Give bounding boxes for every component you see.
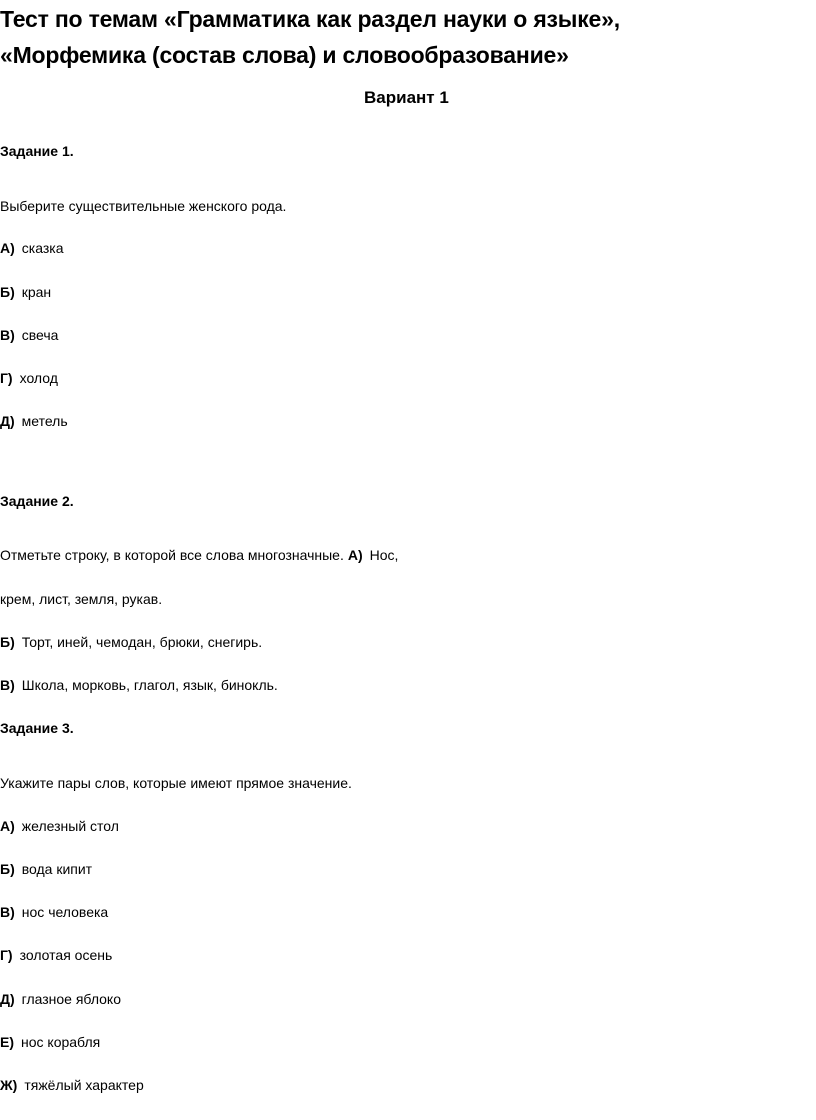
option-text: вода кипит — [21, 861, 93, 877]
option-letter: Б) — [0, 634, 15, 650]
option-letter: Ж) — [0, 1077, 18, 1093]
task-1-option-d — [0, 412, 68, 430]
option-text: кран — [21, 284, 52, 300]
option-text: тяжёлый характер — [24, 1077, 144, 1093]
task-3-option-a — [0, 817, 119, 835]
task-2-prompt-line — [0, 546, 398, 564]
option-letter: В) — [0, 327, 15, 343]
option-text: Нос, — [369, 547, 399, 563]
option-text: золотая осень — [19, 947, 113, 963]
option-letter: Д) — [0, 991, 15, 1007]
option-letter: Б) — [0, 284, 15, 300]
option-letter: А) — [0, 818, 15, 834]
option-text: холод — [19, 370, 58, 386]
variant-heading: Вариант 1 — [364, 88, 449, 107]
option-letter: Г) — [0, 370, 13, 386]
task-1-prompt: Выберите существительные женского рода. — [0, 198, 287, 214]
task-2-option-b — [0, 633, 262, 651]
task-1-option-v — [0, 326, 58, 344]
option-letter: А) — [0, 240, 15, 256]
task-3-heading: Задание 3. — [0, 720, 74, 736]
task-3-prompt: Укажите пары слов, которые имеют прямое значение. — [0, 775, 352, 791]
task-2-heading: Задание 2. — [0, 493, 74, 509]
option-text: глазное яблоко — [21, 991, 122, 1007]
task-3-option-e — [0, 1033, 100, 1051]
option-text: метель — [21, 413, 68, 429]
document-title-line-1: Тест по темам «Грамматика как раздел науки о языке», — [0, 6, 620, 32]
option-text: нос корабля — [21, 1034, 101, 1050]
option-letter: Б) — [0, 861, 15, 877]
option-letter: Г) — [0, 947, 13, 963]
document-title-line-2: «Морфемика (состав слова) и словообразование» — [0, 42, 569, 68]
task-2-prompt: Отметьте строку, в которой все слова многозначные. — [0, 547, 344, 563]
task-1-option-g — [0, 369, 58, 387]
task-1-option-a — [0, 239, 63, 257]
option-text: Школа, морковь, глагол, язык, бинокль. — [21, 677, 278, 693]
task-2-option-v — [0, 676, 278, 694]
option-letter: Е) — [0, 1034, 14, 1050]
option-letter: В) — [0, 904, 15, 920]
option-text: свеча — [21, 327, 59, 343]
option-letter: В) — [0, 677, 15, 693]
task-3-option-d — [0, 990, 121, 1008]
option-text: нос человека — [21, 904, 109, 920]
option-letter: Д) — [0, 413, 15, 429]
task-3-option-v — [0, 903, 108, 921]
task-1-option-b — [0, 283, 51, 301]
option-text: сказка — [21, 240, 64, 256]
task-2-option-a-continuation: крем, лист, земля, рукав. — [0, 591, 163, 607]
option-text: Торт, иней, чемодан, брюки, снегирь. — [21, 634, 263, 650]
task-3-option-g — [0, 946, 112, 964]
task-1-heading: Задание 1. — [0, 143, 74, 159]
option-letter: А) — [347, 547, 363, 563]
option-text: железный стол — [21, 818, 119, 834]
task-3-option-b — [0, 860, 92, 878]
task-3-option-zh — [0, 1076, 144, 1094]
